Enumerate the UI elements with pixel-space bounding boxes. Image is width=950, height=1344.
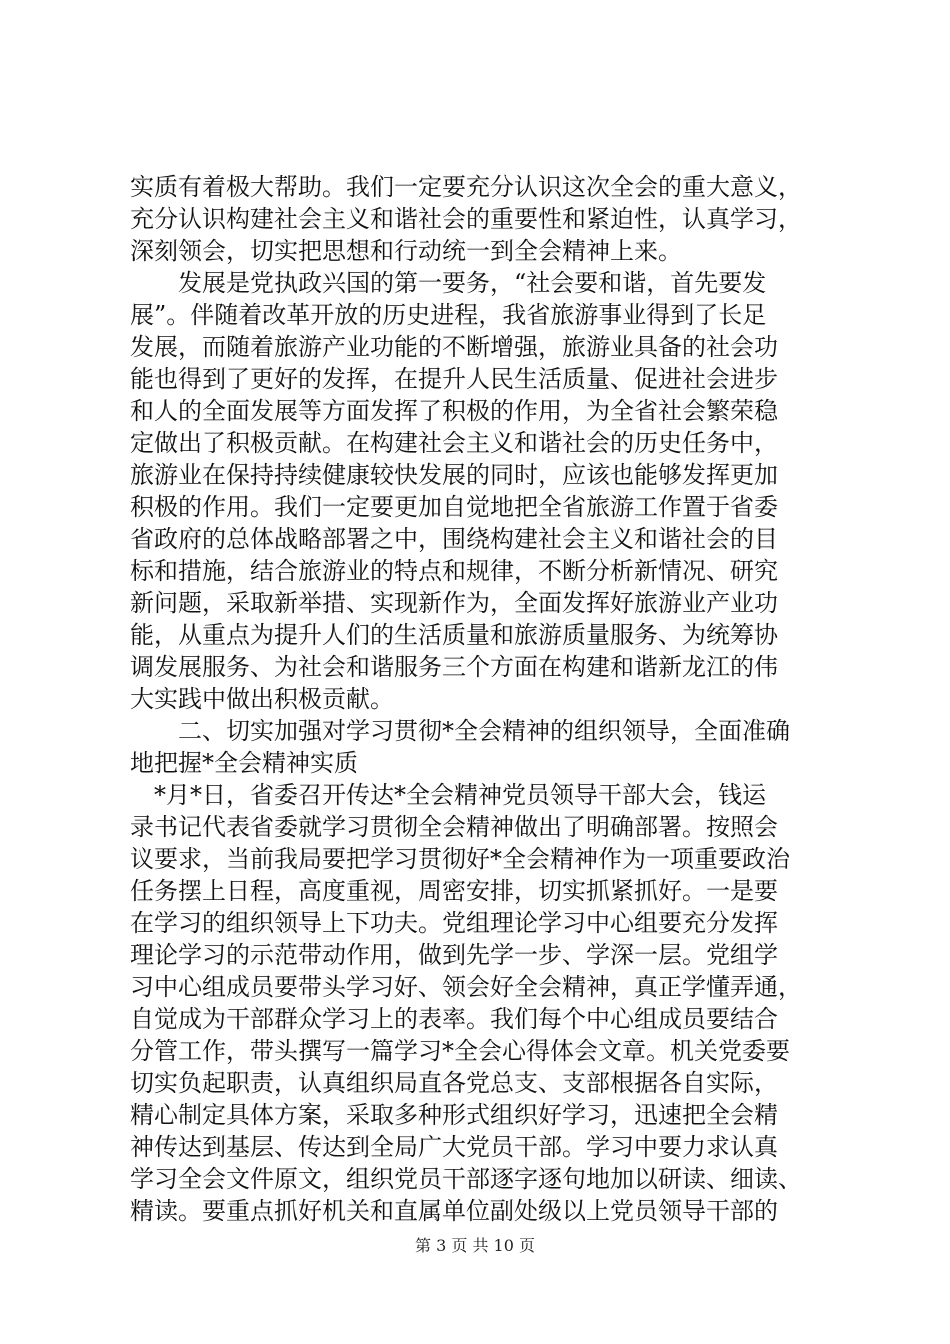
text-line: 旅游业在保持持续健康较快发展的同时，应该也能够发挥更加 <box>130 461 778 489</box>
text-line: 在学习的组织领导上下功夫。党组理论学习中心组要充分发挥 <box>130 909 778 937</box>
page-footer: 第 3 页 共 10 页 <box>415 1236 535 1255</box>
text-line: 深刻领会，切实把思想和行动统一到全会精神上来。 <box>130 237 682 265</box>
text-line: 调发展服务、为社会和谐服务三个方面在构建和谐新龙江的伟 <box>130 653 778 681</box>
text-line: 切实负起职责，认真组织局直各党总支、支部根据各自实际， <box>130 1069 778 1097</box>
text-line: 分管工作，带头撰写一篇学习*全会心得体会文章。机关党委要 <box>130 1037 790 1065</box>
text-line: 精心制定具体方案，采取多种形式组织好学习，迅速把全会精 <box>130 1101 778 1129</box>
text-line: 自觉成为干部群众学习上的表率。我们每个中心组成员要结合 <box>130 1005 778 1033</box>
text-line: 任务摆上日程，高度重视，周密安排，切实抓紧抓好。一是要 <box>130 877 778 905</box>
text-line: 学习全会文件原文，组织党员干部逐字逐句地加以研读、细读、 <box>130 1165 802 1193</box>
text-line: 习中心组成员要带头学习好、领会好全会精神，真正学懂弄通， <box>130 973 802 1001</box>
text-line: 精读。要重点抓好机关和直属单位副处级以上党员领导干部的 <box>130 1197 778 1225</box>
text-line: 新问题，采取新举措、实现新作为，全面发挥好旅游业产业功 <box>130 589 778 617</box>
text-line: 省政府的总体战略部署之中，围绕构建社会主义和谐社会的目 <box>130 525 778 553</box>
text-line: 展”。伴随着改革开放的历史进程，我省旅游事业得到了长足 <box>130 301 767 329</box>
text-line: 录书记代表省委就学习贯彻全会精神做出了明确部署。按照会 <box>130 813 778 841</box>
text-line: 标和措施，结合旅游业的特点和规律，不断分析新情况、研究 <box>130 557 778 585</box>
text-line: 充分认识构建社会主义和谐社会的重要性和紧迫性，认真学习， <box>130 205 802 233</box>
text-line: 和人的全面发展等方面发挥了积极的作用，为全省社会繁荣稳 <box>130 397 778 425</box>
text-line: 议要求，当前我局要把学习贯彻好*全会精神作为一项重要政治 <box>130 845 790 873</box>
text-line: 神传达到基层、传达到全局广大党员干部。学习中要力求认真 <box>130 1133 778 1161</box>
text-line: 能，从重点为提升人们的生活质量和旅游质量服务、为统筹协 <box>130 621 778 649</box>
text-line: 地把握*全会精神实质 <box>130 749 358 777</box>
text-line: 二、切实加强对学习贯彻*全会精神的组织领导，全面准确 <box>130 717 790 745</box>
text-line: 能也得到了更好的发挥，在提升人民生活质量、促进社会进步 <box>130 365 778 393</box>
text-line: 理论学习的示范带动作用，做到先学一步、学深一层。党组学 <box>130 941 778 969</box>
text-line: 实质有着极大帮助。我们一定要充分认识这次全会的重大意义， <box>130 173 802 201</box>
text-line: 定做出了积极贡献。在构建社会主义和谐社会的历史任务中， <box>130 429 778 457</box>
text-line: 发展是党执政兴国的第一要务，“社会要和谐，首先要发 <box>130 269 767 297</box>
text-line: *月*日，省委召开传达*全会精神党员领导干部大会，钱运 <box>130 781 766 809</box>
text-line: 积极的作用。我们一定要更加自觉地把全省旅游工作置于省委 <box>130 493 778 521</box>
text-line: 大实践中做出积极贡献。 <box>130 685 394 713</box>
document-body <box>130 171 830 1227</box>
text-line: 发展，而随着旅游产业功能的不断增强，旅游业具备的社会功 <box>130 333 778 361</box>
